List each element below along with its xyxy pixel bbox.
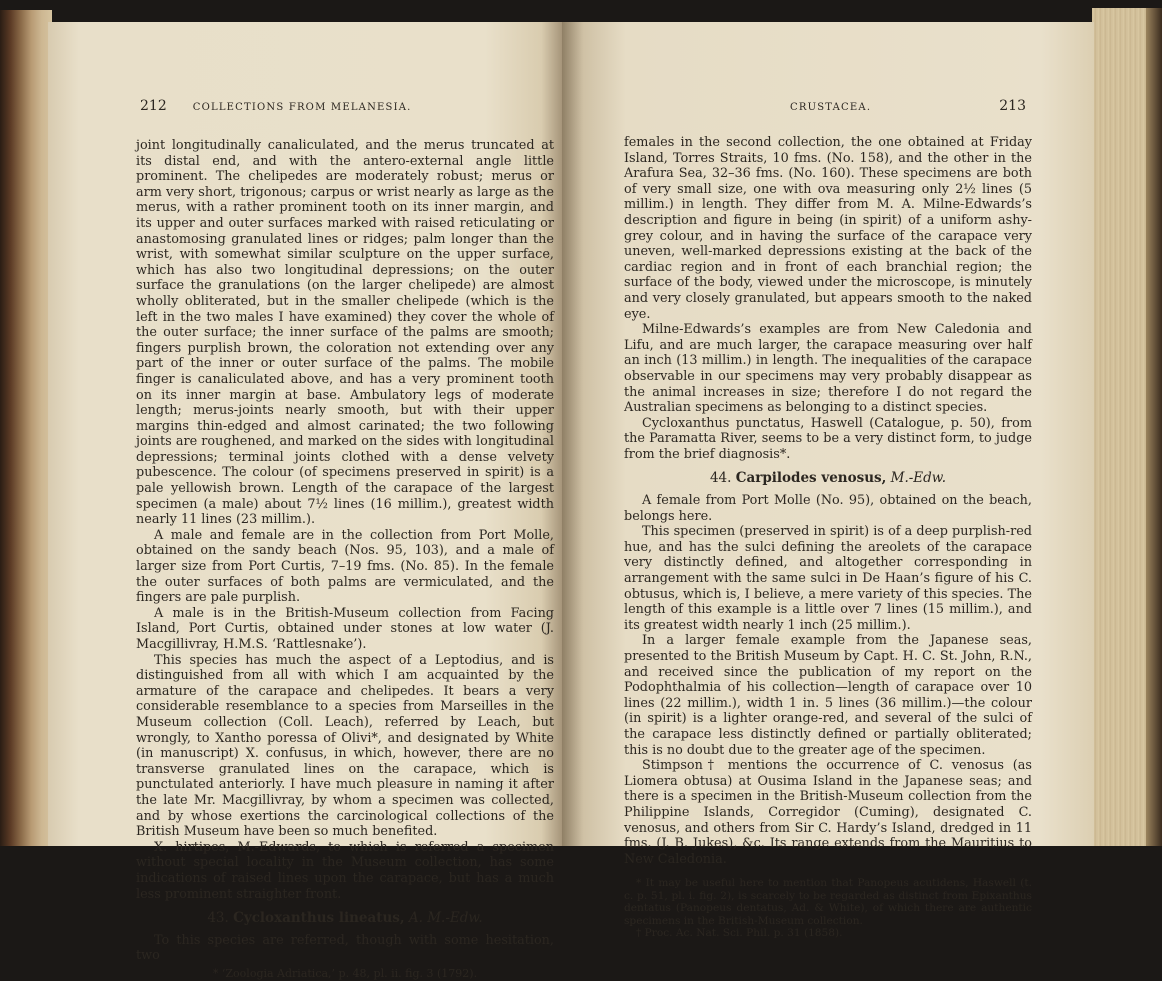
section-44-name: Carpilodes venosus, bbox=[735, 470, 887, 487]
section-43-heading bbox=[136, 911, 554, 927]
section-44-number: 44. bbox=[709, 470, 732, 487]
left-footnote: * ‘Zoologia Adriatica,’ p. 48, pl. ii. fig. 3 (1792). bbox=[212, 966, 478, 980]
left-page-number: 212 bbox=[140, 98, 167, 114]
right-page-header bbox=[622, 98, 1026, 118]
right-paragraph-2: Milne-Edwards’s examples are from New Caledonia and Lifu, and are much larger, the carapace measuring over half an inch (13 millim.) in length. The inequalities of the carapace observable in our specimens may very probably disappear as the animal increases in size; therefore I do not regard the Australian specimens as belonging to a distinct species. bbox=[624, 322, 1032, 416]
left-paragraph-4: This species has much the aspect of a Leptodius, and is distinguished from all with which I am acquainted by the armature of the carapace and chelipedes. It bears a very considerable resemblance to a species from Marseilles in the Museum collection (Coll. Leach), referred by Leach, but wrongly, to Xantho poressa of Olivi*, and designated by White (in manuscript) X. confusus, in which, however, there are no transverse granulated lines on the carapace, which is punctulated anteriorly. I have much pleasure in naming it after the late Mr. Macgillivray, by whom a specimen was collected, and by whose exertions the carcinological collections of the British Museum have been so much benefited. bbox=[136, 652, 554, 840]
right-paragraph-7: Stimpson† mentions the occurrence of C. venosus (as Liomera obtusa) at Ousima Island in the Japanese seas; and there is a specimen in the British-Museum collection from the Philippine Islands, Corregidor (Cuming), designated C. venosus, and others from Sir C. Hardy’s Island, dredged in 11 fms. (J. B. Jukes), &c. Its range extends from the Mauritius to New Caledonia. bbox=[624, 758, 1032, 867]
right-running-head: CRUSTACEA. bbox=[790, 102, 872, 113]
right-footnote-2: † Proc. Ac. Nat. Sci. Phil. p. 31 (1858). bbox=[636, 926, 843, 939]
right-footnotes bbox=[624, 877, 1032, 939]
section-43-name: Cycloxanthus lineatus, bbox=[233, 910, 405, 927]
left-running-head: COLLECTIONS FROM MELANESIA. bbox=[192, 102, 412, 113]
section-44-heading bbox=[624, 471, 1032, 487]
section-44-author: M.-Edw. bbox=[890, 470, 947, 487]
left-page-header bbox=[140, 98, 548, 118]
left-paragraph-1: joint longitudinally canaliculated, and the merus truncated at its distal end, and with the antero-external angle little prominent. The chelipedes are moderately robust; merus or arm very short, trigonous; carpus or wrist nearly as large as the merus, with a rather prominent tooth on its inner margin, and its upper and outer surfaces marked with raised reticulating or anastomosing granulated lines or ridges; palm longer than the wrist, with somewhat similar sculpture on the upper surface, which has also two longitudinal depressions; on the outer surface the granulations (on the larger chelipede) are almost wholly obliterated, but in the smaller chelipede (which is the left in the two males I have examined) they cover the whole of the outer surface; the inner surface of the palms are smooth; fingers purplish brown, the coloration not extending over any part of the inner or outer surface of the palms. The mobile finger is canaliculated above, and has a very prominent tooth on its inner margin at base. Ambulatory legs of moderate length; merus-joints nearly smooth, but with their upper margins thin-edged and almost carinated; the two following joints are roughened, and marked on the sides with longitudinal depressions; terminal joints clothed with a dense velvety pubescence. The colour (of specimens preserved in spirit) is a pale yellowish brown. Length of the carapace of the largest specimen (a male) about 7½ lines (16 millim.), greatest width nearly 11 lines (23 millim.). bbox=[136, 138, 554, 528]
right-paragraph-5: This specimen (preserved in spirit) is of a deep purplish-red hue, and has the sulci defining the areolets of the carapace very distinctly defined, and altogether corresponding in arrangement with the same sulci in De Haan’s figure of his C. obtusus, which is, I believe, a mere variety of this species. The length of this example is a little over 7 lines (15 millim.), and its greatest width nearly 1 inch (25 millim.). bbox=[624, 524, 1032, 633]
left-paragraph-5: X. hirtipes, M.-Edwards, to which is referred a specimen without special locality in the Museum collection, has some indications of raised lines upon the carapace, but has a much less prominent straighter front. bbox=[136, 839, 554, 902]
section-43-author: A. M.-Edw. bbox=[408, 910, 483, 927]
left-paragraph-3: A male is in the British-Museum collection from Facing Island, Port Curtis, obtained under stones at low water (J. Macgillivray, H.M.S. ‘Rattlesnake’). bbox=[136, 605, 554, 652]
right-paragraph-1: females in the second collection, the one obtained at Friday Island, Torres Straits, 10 fms. (No. 158), and the other in the Arafura Sea, 32–36 fms. (No. 160). These specimens are both of very small size, one with ova measuring only 2½ lines (5 millim.) in length. They differ from M. A. Milne-Edwards’s description and figure in being (in spirit) of a uniform ashy-grey colour, and in having the surface of the carapace very uneven, well-marked depressions existing at the back of the cardiac region and in front of each branchial region; the surface of the body, viewed under the microscope, is minutely and very closely granulated, but appears smooth to the naked eye. bbox=[624, 135, 1032, 322]
right-paragraph-6: In a larger female example from the Japanese seas, presented to the British Museum by Capt. H. C. St. John, R.N., and received since the publication of my report on the Podophthalmia of his collection—length of carapace over 10 lines (22 millim.), width 1 in. 5 lines (36 millim.)—the colour (in spirit) is a lighter orange-red, and several of the sulci of the carapace less distinctly defined or partially obliterated; this is no doubt due to the greater age of the specimen. bbox=[624, 633, 1032, 758]
section-43-number: 43. bbox=[207, 910, 229, 927]
section-43-text: To this species are referred, though with some hesitation, two bbox=[136, 932, 554, 964]
left-paragraph-2: A male and female are in the collection from Port Molle, obtained on the sandy beach (Nos. 95, 103), and a male of larger size from Port Curtis, 7–19 fms. (No. 85). In the female the outer surfaces of both palms are vermiculated, and the fingers are pale purplish. bbox=[136, 527, 554, 606]
right-paragraph-4: A female from Port Molle (No. 95), obtained on the beach, belongs here. bbox=[624, 493, 1032, 524]
right-footnote-1: * It may be useful here to mention that Panopeus acutidens, Haswell (t. c. p. 51, pl. i. fig. 2), is scarcely to be regarded as distinct from Epixanthus dentatus (Panopeus dentatus, Ad. & White), of which there are authentic specimens in the British-Museum collection. bbox=[624, 877, 1032, 927]
book-page-edges-right bbox=[1092, 8, 1162, 846]
left-page-body bbox=[136, 138, 554, 981]
left-page bbox=[48, 22, 562, 980]
right-page-body bbox=[624, 135, 1032, 939]
right-page-number: 213 bbox=[999, 98, 1026, 114]
right-page bbox=[562, 22, 1094, 939]
right-paragraph-3: Cycloxanthus punctatus, Haswell (Catalogue, p. 50), from the Paramatta River, seems to be a very distinct form, to judge from the brief diagnosis*. bbox=[624, 415, 1032, 462]
book-edge-left bbox=[0, 10, 52, 846]
